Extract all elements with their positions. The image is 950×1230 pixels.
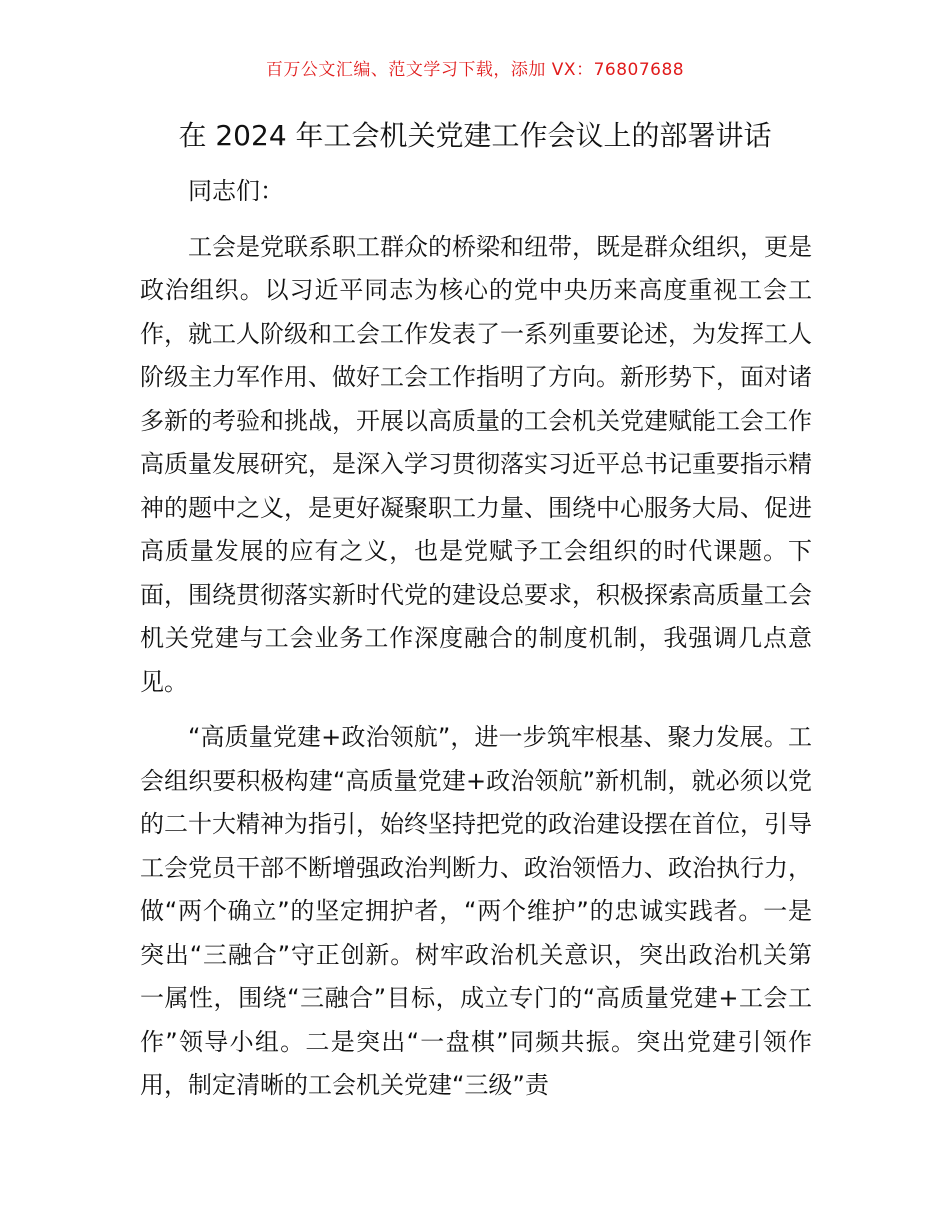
greeting: 同志们：: [188, 177, 284, 205]
paragraph-2: “高质量党建+政治领航”，进一步筑牢根基、聚力发展。工会组织要积极构建“高质量党建+政治领航”新机制，就必须以党的二十大精神为指引，始终坚持把党的政治建设摆在首位，引导工会党员干部不断增强政治判断力、政治领悟力、政治执行力，做“两个确立”的坚定拥护者，“两个维护”的忠诚实践者。一是突出“三融合”守正创新。树牢政治机关意识，突出政治机关第一属性，围绕“三融合”目标，成立专门的“高质量党建+工会工作”领导小组。二是突出“一盘棋”同频共振。突出党建引领作用，制定清晰的工会机关党建“三级”责: [140, 723, 812, 1099]
document-body: [140, 170, 812, 1108]
document-title: 在 2024 年工会机关党建工作会议上的部署讲话: [178, 119, 772, 152]
watermark-header: 百万公文汇编、范文学习下载，添加 VX：76807688: [265, 60, 685, 80]
paragraph-1: 工会是党联系职工群众的桥梁和纽带，既是群众组织，更是政治组织。以习近平同志为核心的党中央历来高度重视工会工作，就工人阶级和工会工作发表了一系列重要论述，为发挥工人阶级主力军作用、做好工会工作指明了方向。新形势下，面对诸多新的考验和挑战，开展以高质量的工会机关党建赋能工会工作高质量发展研究，是深入学习贯彻落实习近平总书记重要指示精神的题中之义，是更好凝聚职工力量、围绕中心服务大局、促进高质量发展的应有之义，也是党赋予工会组织的时代课题。下面，围绕贯彻落实新时代党的建设总要求，积极探索高质量工会机关党建与工会业务工作深度融合的制度机制，我强调几点意见。: [140, 232, 812, 696]
